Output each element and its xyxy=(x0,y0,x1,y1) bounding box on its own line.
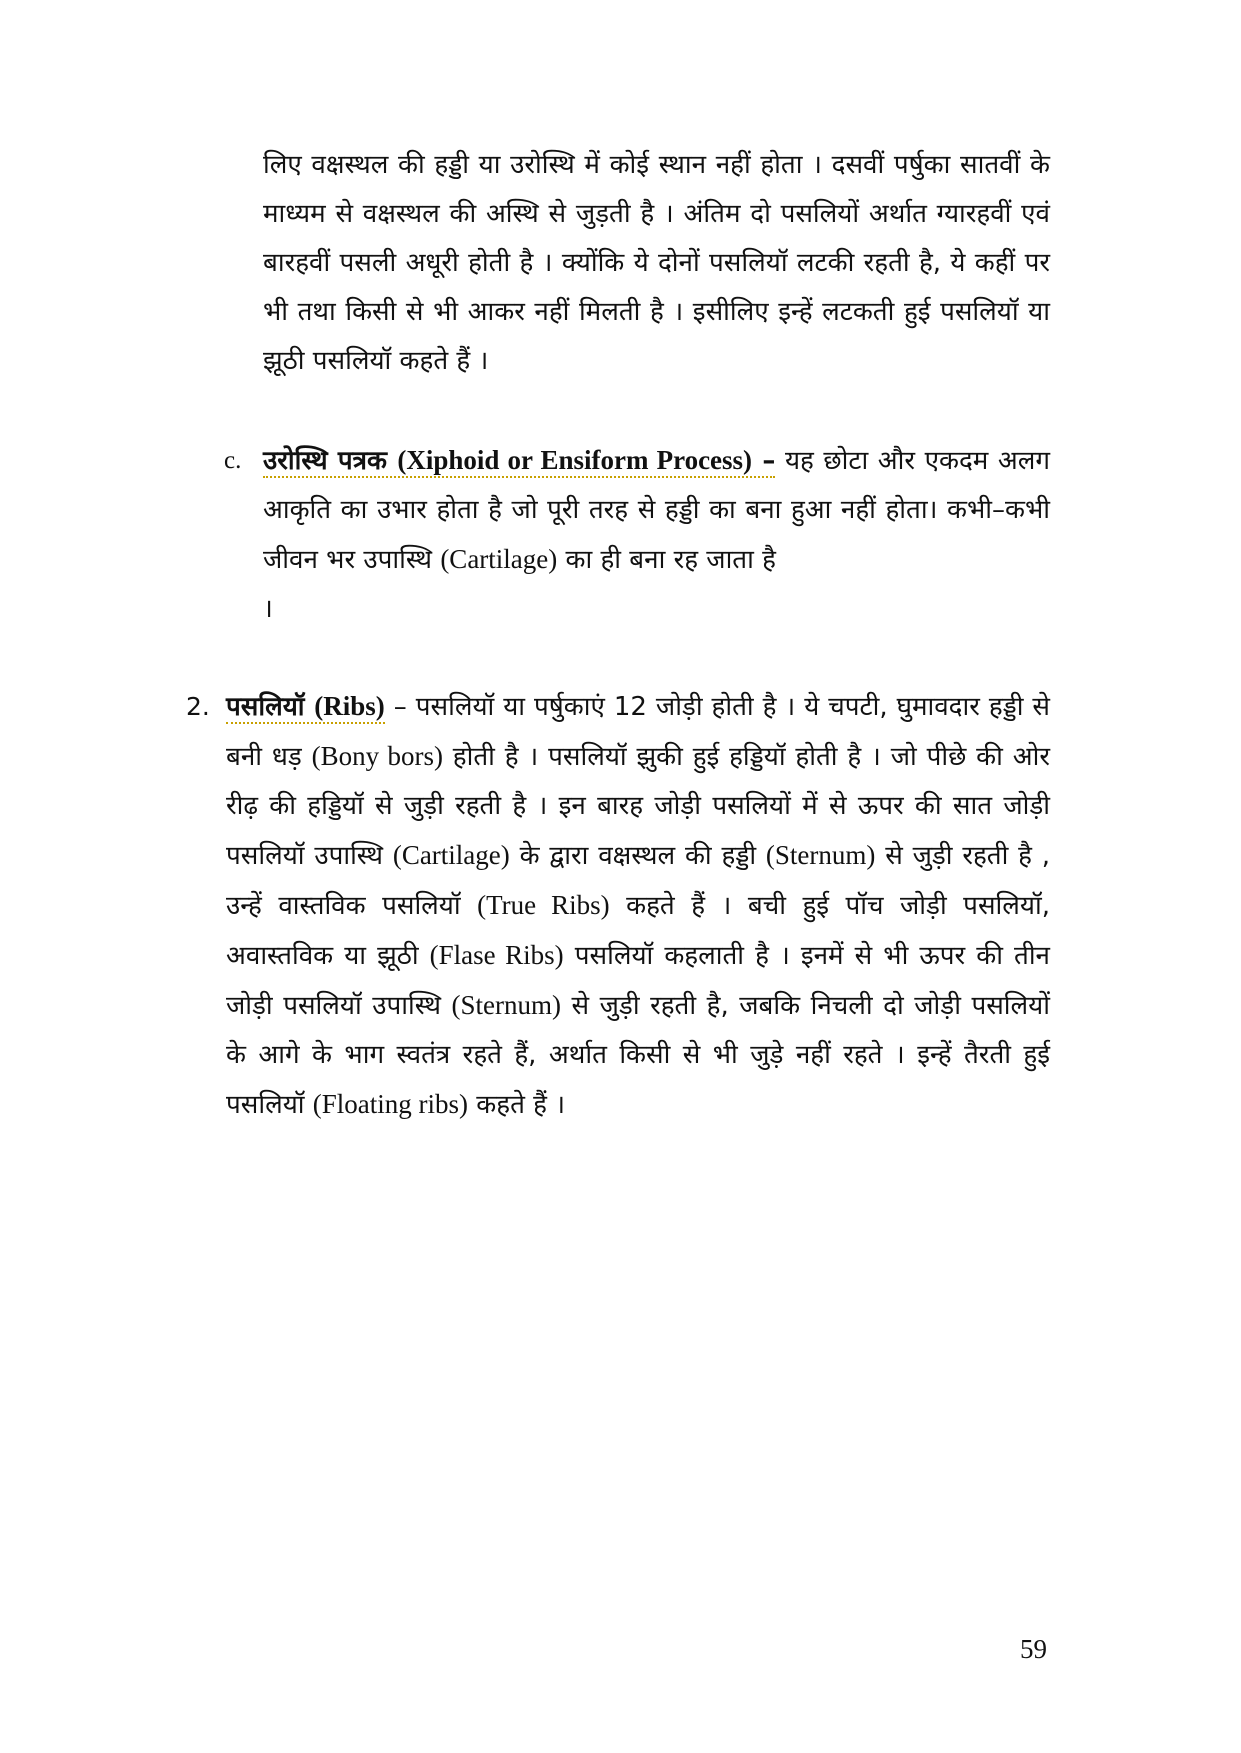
xiphoid-heading-english: (Xiphoid or Ensiform Process) xyxy=(397,445,753,475)
xiphoid-heading-hindi: उरोस्थि पत्रक xyxy=(263,446,388,476)
term-bony-bors: (Bony bors) xyxy=(311,741,443,771)
xiphoid-end-mark: । xyxy=(263,594,273,624)
list-item-c-body xyxy=(263,436,1050,634)
ribs-text-3: के द्वारा वक्षस्थल की हड्डी xyxy=(509,841,766,871)
ribs-text-7: से जुड़ी रहती है, जबकि निचली दो जोड़ी पसलियों के आगे के भाग स्वतंत्र रहते हैं, अर्थात किसी से भी जुड़े नहीं रहते । इन्हें तैरती हुई पसलियॉ xyxy=(226,991,1050,1120)
page-number: 59 xyxy=(1020,1634,1047,1664)
list-marker-2: 2. xyxy=(186,692,210,721)
list-item-2-body xyxy=(226,682,1050,1130)
xiphoid-text-1: यह छोटा और एकदम अलग आकृति का उभार होता है जो पूरी तरह से हड्डी का बना हुआ नहीं होता। कभी–कभी जीवन भर उपास्थि xyxy=(263,446,1050,575)
ribs-text-8: कहते हैं । xyxy=(468,1090,566,1120)
ribs-heading-hindi: पसलियॉ xyxy=(226,692,305,722)
continuation-paragraph: लिए वक्षस्थल की हड्डी या उरोस्थि में कोई स्थान नहीं होता । दसवीं पर्षुका सातवीं के माध्यम से वक्षस्थल की अस्थि से जुड़ती है । अंतिम दो पसलियों अर्थात ग्यारहवीं एवं बारहवीं पसली अधूरी होती है । क्योंकि ये दोनों पसलियॉ लटकी रहती है, ये कहीं पर भी तथा किसी से भी आकर नहीं मिलती है । इसीलिए इन्हें लटकती हुई पसलियॉ या झूठी पसलियॉ कहते हैं । xyxy=(263,150,1050,376)
term-flase-ribs: (Flase Ribs) xyxy=(429,940,564,970)
xiphoid-text-2: का ही बना रह जाता है xyxy=(557,545,776,575)
ribs-heading xyxy=(226,692,385,724)
list-item-c xyxy=(224,436,1050,634)
xiphoid-heading-dash: – xyxy=(752,446,776,476)
list-item-2 xyxy=(186,682,1050,1130)
term-floating-ribs: (Floating ribs) xyxy=(312,1089,469,1119)
term-cartilage: (Cartilage) xyxy=(440,544,558,574)
term-sternum-2: (Sternum) xyxy=(451,990,561,1020)
ribs-text-2: होती है । पसलियॉ झुकी हुई हड्डियॉ होती है । जो पीछे की ओर रीढ़ की हड्डियॉ से जुड़ी रहती है । इन बारह जोड़ी पसलियों में से ऊपर की सात जोड़ी पसलियॉ उपास्थि xyxy=(226,742,1050,871)
xiphoid-heading xyxy=(263,446,775,478)
ribs-heading-english: (Ribs) xyxy=(314,691,385,721)
ribs-text-1: – पसलियॉ या पर्षुकाएं 12 जोड़ी होती है । ये चपटी, घुमावदार हड्डी से बनी धड़ xyxy=(226,692,1050,772)
ribs-text-5: कहते हैं । बची हुई पॉच जोड़ी पसलियॉ, अवास्तविक या झूठी xyxy=(226,891,1050,971)
term-cartilage: (Cartilage) xyxy=(392,840,510,870)
term-sternum: (Sternum) xyxy=(765,840,876,870)
term-true-ribs: (True Ribs) xyxy=(477,890,610,920)
ribs-text-6: पसलियॉ कहलाती है । इनमें से भी ऊपर की तीन जोड़ी पसलियॉ उपास्थि xyxy=(226,941,1050,1021)
ribs-text-4: से जुड़ी रहती है , उन्हें वास्तविक पसलियॉ xyxy=(226,841,1050,921)
list-marker-c: c. xyxy=(224,447,242,474)
